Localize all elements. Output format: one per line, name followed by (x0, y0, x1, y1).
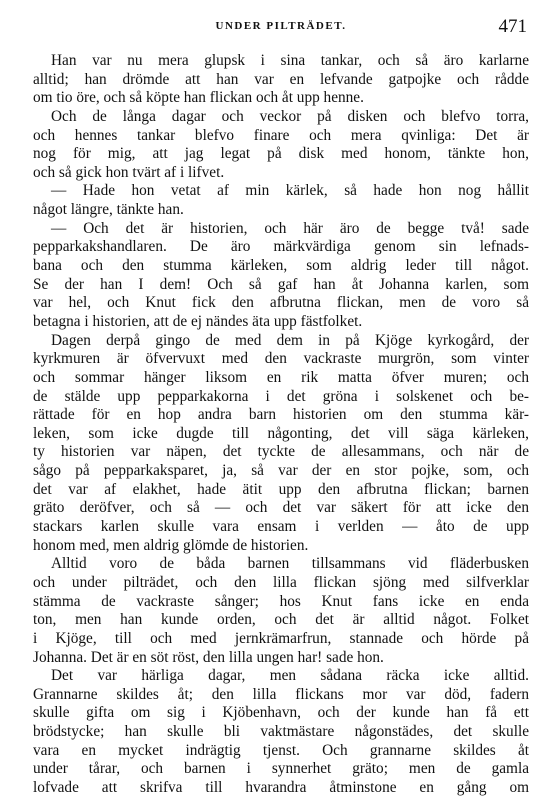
text-line: ty historien var näpen, det tyckte de allesammans, och när de (33, 443, 529, 461)
text-line: något längre, tänkte han. (33, 201, 184, 219)
text-line: stackars karlen skulle vara ensam i verlden — åto de upp (33, 518, 529, 536)
text-line: kyrkmuren är öfvervuxt med den vackraste murgrön, som vinter (33, 350, 529, 368)
text-line: vara en mycket indrägtig tjenst. Och grannarne skildes åt (33, 741, 529, 759)
text-line: brödstycke; han skulle bli vaktmästare någonstädes, det skulle (33, 723, 529, 741)
text-line: betagna i historien, att de ej nändes äta upp fästfolket. (33, 312, 363, 330)
text-line: det var af elakhet, hade ätit upp den afbrutna flickan; barnen (33, 480, 529, 498)
text-line: rättade för en hop andra barn historien om den stumma kär- (33, 406, 529, 424)
text-line: ton, men han kunde orden, och det är alltid något. Folket (33, 611, 529, 629)
text-line: leken, som icke dugde till någonting, det vill säga kärleken, (33, 424, 529, 442)
text-line: skulle gifta om sig i Kjöbenhavn, och der kunde han få ett (33, 704, 529, 722)
text-line: Johanna. Det är en söt röst, den lilla ungen har! sade hon. (33, 648, 384, 666)
text-line: stämma de vackraste sånger; hos Knut fans icke en enda (33, 592, 529, 610)
text-line: Och de långa dagar och veckor på disken och blefvo torra, (51, 107, 529, 125)
text-line: Han var nu mera glupsk i sina tankar, och så äro karlarne (51, 52, 529, 69)
text-line: de stälde upp pepparkakorna i det gröna i solskenet och be- (33, 387, 529, 405)
text-line: Dagen derpå gingo de med dem in på Kjöge kyrkogård, der (51, 331, 529, 349)
text-line: Grannarne skildes åt; den lilla flickans mor var död, fadern (33, 685, 529, 703)
body-text (33, 52, 529, 798)
text-line: lofvade att skrifva till hvarandra åtminstone en gång om (33, 778, 529, 796)
text-line: under tårar, och barnen i synnerhet gräto; men de gamla (33, 760, 529, 778)
text-line: Det var härliga dagar, men sådana räcka icke alltid. (51, 667, 529, 685)
text-line: Se der han I dem! Och så gaf han åt Johanna karlen, som (33, 275, 529, 293)
page-header (33, 16, 529, 42)
text-line: Alltid voro de båda barnen tillsammans vid fläderbusken (51, 555, 529, 573)
text-line: var hel, och Knut fick den afbrutna flickan, men de voro så (33, 294, 529, 312)
text-line: honom med, men aldrig glömde de historien. (33, 536, 309, 554)
text-line: och hennes tankar blefvo finare och mera qvinliga: Det är (33, 126, 529, 144)
text-line: nog för mig, att jag legat på disk med honom, tänkte hon, (33, 145, 529, 163)
text-line: alltid; han drömde att han var en lefvande gatpojke och rådde (33, 70, 529, 88)
text-line: om tio öre, och så köpte han flickan och åt upp henne. (33, 89, 364, 107)
page-number: 471 (498, 16, 527, 37)
text-line: sågo på pepparkaksparet, ja, så var der en stor pojke, som, och (33, 462, 529, 480)
text-line: gräto deröfver, och så — och det var säkert för att icke den (33, 499, 529, 517)
text-line: och sommar hänger liksom en rik matta öfver muren; och (33, 368, 529, 386)
text-line: pepparkakshandlaren. De äro märkvärdiga genom sin lefnads- (33, 238, 529, 256)
text-line: och så gick hon tvärt af i lifvet. (33, 163, 225, 181)
book-page (33, 16, 529, 798)
text-line: och under pilträdet, och den lilla flickan sjöng med silfverklar (33, 573, 529, 591)
running-head: UNDER PILTRÄDET. (215, 20, 347, 32)
text-line: — Och det är historien, och här äro de begge två! sade (51, 219, 529, 237)
text-line: i Kjöge, till och med jernkrämarfrun, stannade och hörde på (33, 629, 529, 647)
text-line: — Hade hon vetat af min kärlek, så hade hon nog hållit (51, 182, 529, 200)
text-line: bana och den stumma kärleken, som aldrig leder till något. (33, 257, 529, 275)
